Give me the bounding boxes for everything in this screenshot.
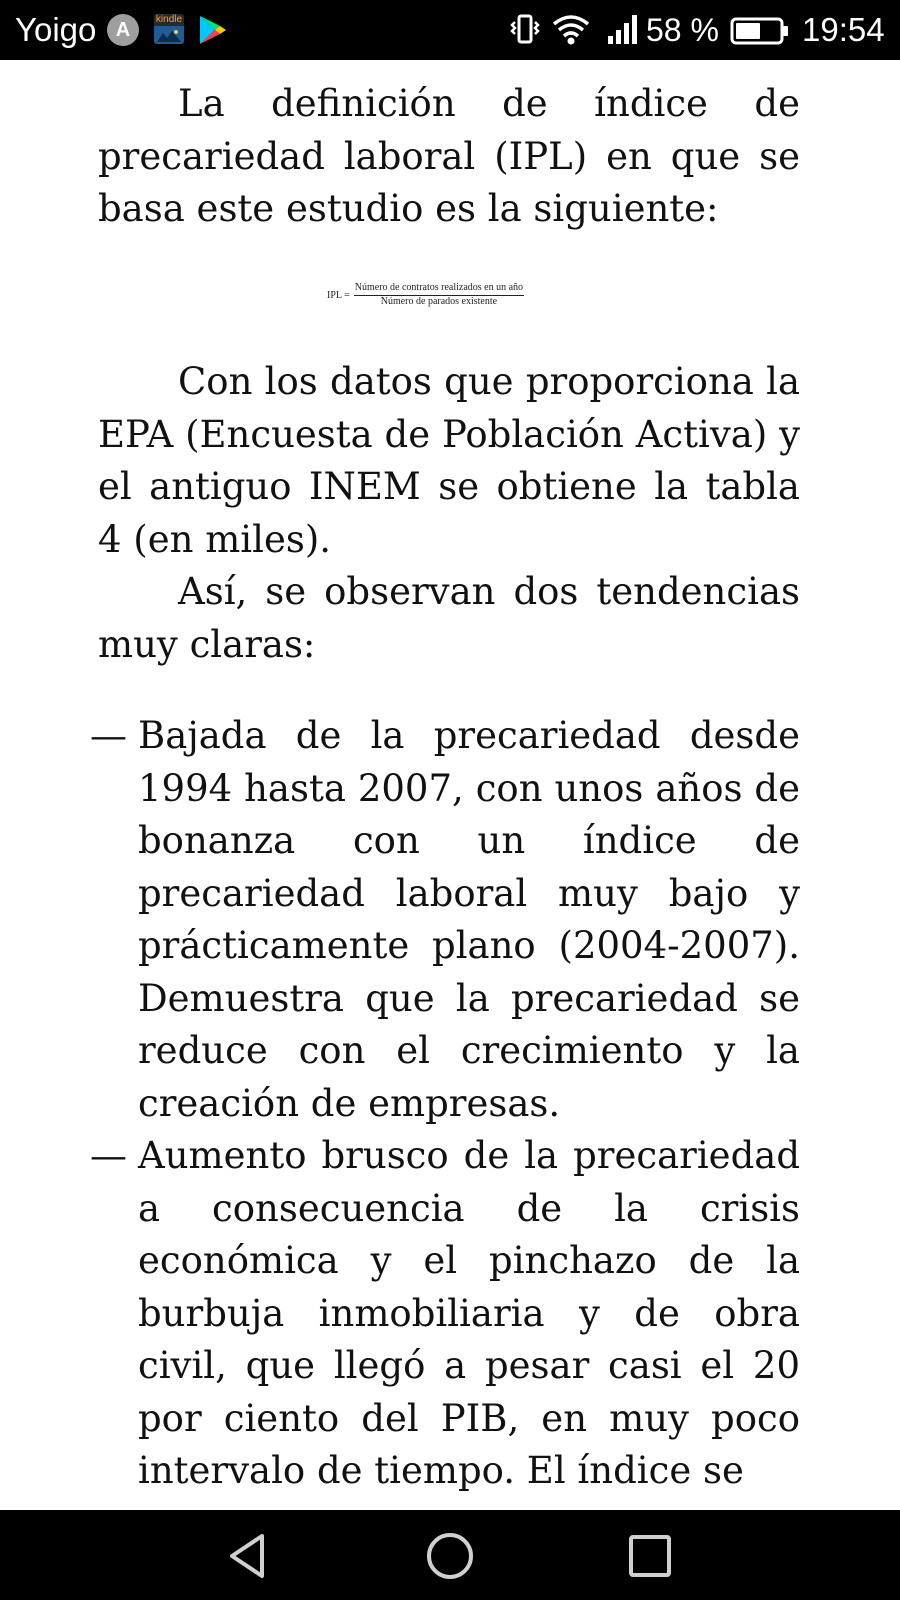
kindle-icon: [154, 14, 184, 44]
avatar-icon: A: [107, 14, 139, 46]
reader-page[interactable]: [0, 60, 900, 1510]
paragraph: Así, se observan dos tendencias muy claras:: [98, 570, 800, 666]
kindle-label: kindle: [155, 14, 183, 25]
recents-button[interactable]: [622, 1530, 678, 1582]
list-dash: —: [90, 714, 127, 757]
paragraph: Con los datos que proporciona la EPA (Encuesta de Población Activa) y el antiguo INEM se obtiene la tabla 4 (en miles).: [98, 360, 800, 561]
list-item: [90, 1130, 800, 1498]
ipl-formula: [327, 282, 524, 308]
list-item: [90, 710, 800, 1130]
battery-icon: [730, 16, 790, 46]
list-dash: —: [90, 1134, 127, 1177]
navigation-bar: [0, 1510, 900, 1600]
wifi-icon: [552, 12, 590, 46]
signal-icon: [606, 12, 642, 46]
formula-lhs: IPL =: [327, 289, 350, 301]
carrier-name: Yoigo: [15, 11, 97, 48]
play-store-icon: [198, 14, 228, 46]
home-button[interactable]: [422, 1530, 478, 1582]
back-button[interactable]: [222, 1530, 278, 1582]
paragraph: La definición de índice de precariedad laboral (IPL) en que se basa este estudio es la siguiente:: [98, 82, 800, 230]
clock: 19:54: [802, 11, 885, 48]
formula-numerator: Número de contratos realizados en un año: [354, 282, 524, 296]
list-item-text: Bajada de la precariedad desde 1994 hasta 2007, con unos años de bonanza con un índice de precariedad laboral muy bajo y prácticamente plano (2004-2007). Demuestra que la precariedad se reduce con el crecimiento y la creación de empresas.: [138, 714, 800, 1125]
battery-percent: 58 %: [646, 12, 719, 48]
list-item-text: Aumento brusco de la precariedad a consecuencia de la crisis económica y el pinchazo de la burbuja inmobiliaria y de obra civil, que llegó a pesar casi el 20 por ciento del PIB, en muy poco intervalo de tiempo. El índice se: [138, 1134, 800, 1492]
vibrate-icon: [510, 12, 540, 46]
status-bar: [0, 0, 900, 60]
formula-denominator: Número de parados existente: [380, 296, 498, 307]
formula-fraction: [354, 282, 524, 308]
